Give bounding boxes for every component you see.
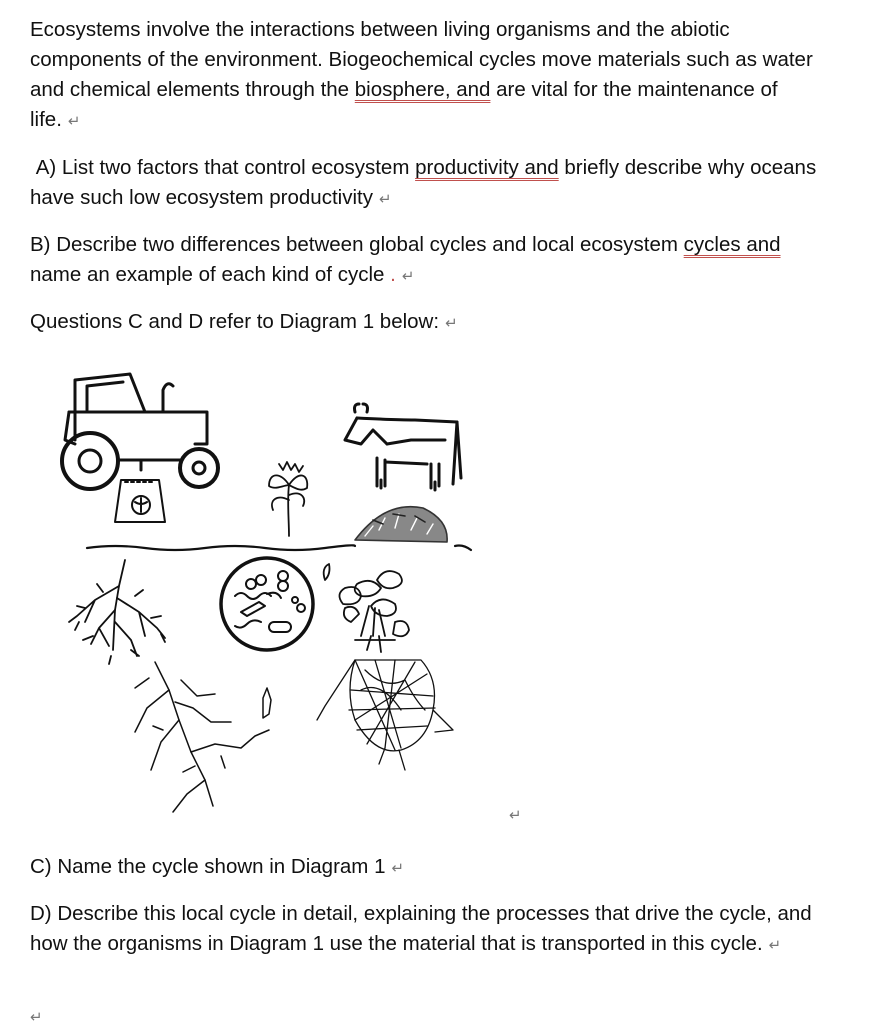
diagram-1 — [55, 360, 485, 820]
ground-line-end — [455, 546, 471, 551]
paragraph-mark: ↵ — [509, 807, 522, 824]
question-a — [30, 153, 830, 215]
question-b — [30, 230, 830, 292]
mushrooms-icon — [324, 564, 409, 652]
intro-text-b: are vital for the maintenance of life. — [30, 78, 778, 131]
question-d — [30, 899, 830, 961]
leaf-litter-icon — [355, 507, 447, 542]
fertilizer-bag-icon — [115, 480, 165, 522]
root-ball-icon — [317, 660, 453, 770]
question-b-text-b: name an example of each kind of cycle — [30, 263, 385, 286]
cow-icon — [345, 404, 461, 490]
question-b-text-a: B) Describe two differences between global cycles and local ecosystem — [30, 233, 684, 256]
paragraph-mark: ↵ — [67, 113, 81, 130]
plant-roots-icon — [69, 560, 165, 664]
question-a-underlined-text: productivity and — [415, 156, 559, 179]
intro-text-a: Ecosystems involve the interactions between living organisms and the abiotic components of the environment. Biogeochemical cycles move materials such as water and chemical elements through the — [30, 18, 813, 101]
question-a-text-a: A) List two factors that control ecosystem — [35, 156, 416, 179]
question-a-text-b: briefly describe why oceans have such low ecosystem productivity — [30, 156, 817, 209]
question-b-underlined-text: cycles and — [683, 233, 781, 256]
ground-line — [87, 545, 355, 550]
intro-paragraph — [30, 15, 830, 137]
question-c-text: C) Name the cycle shown in Diagram 1 — [30, 855, 386, 878]
paragraph-mark: ↵ — [768, 937, 782, 954]
tractor-icon — [62, 374, 218, 489]
hyphae-roots-icon — [135, 662, 271, 812]
diagram-reference — [30, 307, 830, 339]
bacteria-icon — [221, 558, 313, 650]
intro-underlined-text: biosphere, and — [354, 78, 491, 101]
paragraph-mark: ↵ — [401, 268, 415, 285]
paragraph-mark: ↵ — [30, 1009, 43, 1026]
plant-icon — [269, 462, 307, 536]
paragraph-mark: ↵ — [378, 191, 392, 208]
question-b-dot: . — [384, 263, 396, 286]
diagram-reference-text: Questions C and D refer to Diagram 1 below: — [30, 310, 440, 333]
question-d-text: D) Describe this local cycle in detail, explaining the processes that drive the cycle, and how the organisms in Diagram 1 use the material that is transported in this cycle. — [30, 902, 812, 955]
paragraph-mark: ↵ — [445, 315, 458, 332]
question-c — [30, 852, 830, 884]
paragraph-mark: ↵ — [391, 860, 405, 877]
